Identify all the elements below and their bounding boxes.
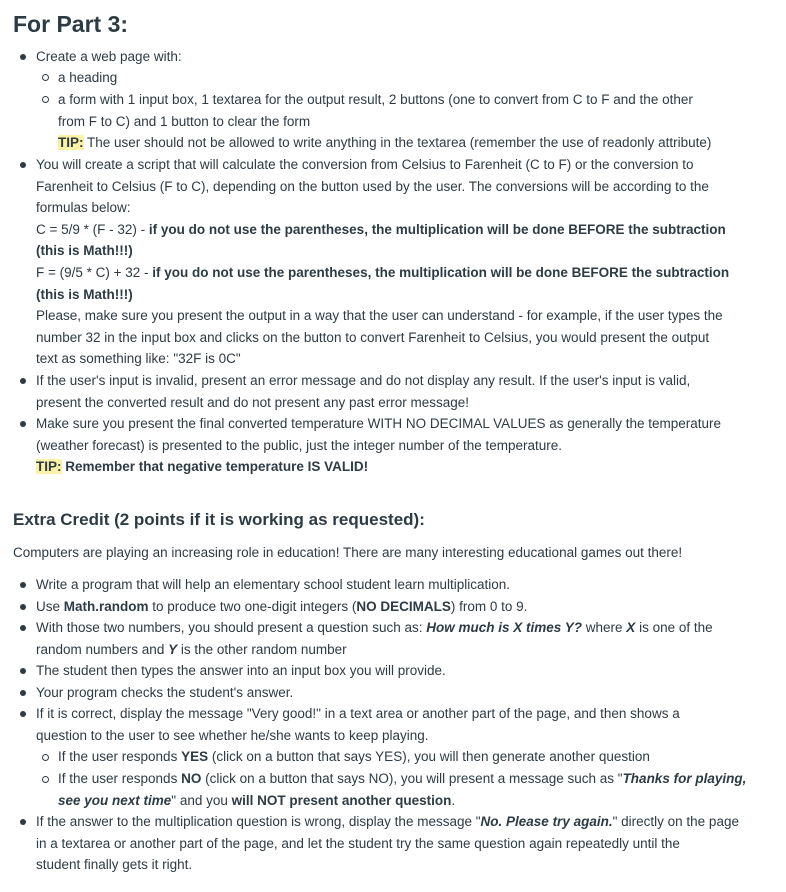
text-span: . (451, 793, 456, 808)
extra-item-1: Write a program that will help an elementary school student learn multiplication. (36, 577, 510, 592)
part3-subitem-form-cont: from F to C) and 1 button to clear the form (58, 114, 311, 129)
part3-item-2-output: number 32 in the input box and clicks on the button to convert Farenheit to Celsius, you would present the output (36, 330, 710, 345)
extra-item-6: If it is correct, display the message "Very good!" in a text area or another part of the page, and then shows a (36, 706, 680, 721)
bullet (20, 378, 26, 384)
text-span: (click on a button that says YES), you will then generate another question (208, 749, 650, 764)
formula-c-text: C = 5/9 * (F - 32) - (36, 222, 149, 237)
formula-f-text: F = (9/5 * C) + 32 - (36, 265, 153, 280)
part3-item-3-cont: present the converted result and do not present any past error message! (36, 395, 470, 410)
part3-item-2: You will create a script that will calculate the conversion from Celsius to Farenheit (C to F) or the conversion to (36, 157, 694, 172)
extra-item-2 (36, 596, 527, 618)
part3-item-2-cont: formulas below: (36, 200, 131, 215)
bullet (20, 162, 26, 168)
extra-subitem-no (58, 768, 746, 790)
part3-item-3: If the user's input is invalid, present an error message and do not display any result. If the user's input is valid, (36, 373, 691, 388)
extra-item-6-cont: question to the user to see whether he/she wants to keep playing. (36, 728, 429, 743)
try-again-text: No. Please try again. (480, 814, 613, 829)
bullet (20, 668, 26, 674)
text-span: random numbers and (36, 642, 169, 657)
tip-1-text: The user should not be allowed to write anything in the textarea (remember the use of readonly attribute) (83, 135, 712, 150)
no-decimals-text: NO DECIMALS (356, 599, 451, 614)
sub-bullet (42, 754, 49, 761)
formula-f-note-cont: (this is Math!!!) (36, 287, 133, 302)
no-question-text: will NOT present another question (231, 793, 452, 808)
var-y: Y (168, 642, 178, 657)
text-span: " directly on the page (612, 814, 739, 829)
bullet (20, 711, 26, 717)
sub-bullet (42, 776, 49, 783)
text-span: If the user responds (58, 749, 182, 764)
extra-item-4: The student then types the answer into an input box you will provide. (36, 663, 446, 678)
var-x: X (626, 620, 636, 635)
text-span: If the answer to the multiplication question is wrong, display the message " (36, 814, 481, 829)
text-span: Use (36, 599, 64, 614)
extra-credit-heading: Extra Credit (2 points if it is working as requested): (13, 510, 425, 529)
part3-item-4-cont: (weather forecast) is presented to the public, just the integer number of the temperature. (36, 438, 563, 453)
extra-subitem-yes (58, 746, 650, 768)
extra-credit-intro: Computers are playing an increasing role in education! There are many interesting educational games out there! (13, 545, 683, 560)
extra-item-3-cont (36, 639, 347, 661)
bullet (20, 421, 26, 427)
tip-2-label: TIP: (36, 459, 62, 474)
sub-bullet (42, 74, 49, 81)
no-text: NO (181, 771, 202, 786)
see-you-text: see you next time (58, 793, 172, 808)
part3-subitem-heading: a heading (58, 70, 118, 85)
bullet (20, 690, 26, 696)
tip-2-text: Remember that negative temperature IS VALID! (61, 459, 369, 474)
math-random-text: Math.random (63, 599, 149, 614)
question-example: How much is X times Y? (426, 620, 583, 635)
extra-item-3 (36, 617, 713, 639)
thanks-text: Thanks for playing, (622, 771, 747, 786)
tip-2 (36, 456, 368, 478)
bullet (20, 819, 26, 825)
bullet (20, 582, 26, 588)
text-span: With those two numbers, you should present a question such as: (36, 620, 427, 635)
extra-item-7-cont: in a textarea or another part of the page, and let the student try the same question again repeatedly until the (36, 836, 680, 851)
yes-text: YES (181, 749, 209, 764)
part3-item-2-output: Please, make sure you present the output in a way that the user can understand - for example, if the user types the (36, 308, 723, 323)
text-span: to produce two one-digit integers ( (148, 599, 357, 614)
formula-f-note: if you do not use the parentheses, the multiplication will be done BEFORE the subtraction (152, 265, 730, 280)
tip-1-label: TIP: (58, 135, 84, 150)
text-span: where (582, 620, 627, 635)
part3-item-2-cont: Farenheit to Celsius (F to C), depending on the button used by the user. The conversions will be according to the (36, 179, 709, 194)
tip-1 (58, 132, 711, 154)
part3-subitem-form: a form with 1 input box, 1 textarea for the output result, 2 buttons (one to convert from C to F and the other (58, 92, 693, 107)
text-span: (click on a button that says NO), you will present a message such as " (201, 771, 623, 786)
text-span: is the other random number (177, 642, 347, 657)
text-span: ) from 0 to 9. (450, 599, 528, 614)
formula-c-note: if you do not use the parentheses, the multiplication will be done BEFORE the subtraction (148, 222, 726, 237)
extra-item-7-cont: student finally gets it right. (36, 857, 193, 872)
extra-item-7 (36, 811, 739, 833)
sub-bullet (42, 96, 49, 103)
part3-item-4: Make sure you present the final converted temperature WITH NO DECIMAL VALUES as generally the temperature (36, 416, 722, 431)
part3-heading: For Part 3: (13, 11, 129, 37)
text-span: is one of the (635, 620, 713, 635)
formula-c-note-cont: (this is Math!!!) (36, 243, 133, 258)
formula-c (36, 219, 726, 241)
extra-item-5: Your program checks the student's answer. (36, 685, 294, 700)
part3-item-2-output: text as something like: "32F is 0C" (36, 351, 241, 366)
extra-subitem-no-cont (58, 790, 455, 812)
bullet (20, 625, 26, 631)
bullet (20, 604, 26, 610)
bullet (20, 54, 26, 60)
text-span: " and you (171, 793, 232, 808)
formula-f (36, 262, 729, 284)
part3-item-1: Create a web page with: (36, 49, 182, 64)
text-span: If the user responds (58, 771, 182, 786)
